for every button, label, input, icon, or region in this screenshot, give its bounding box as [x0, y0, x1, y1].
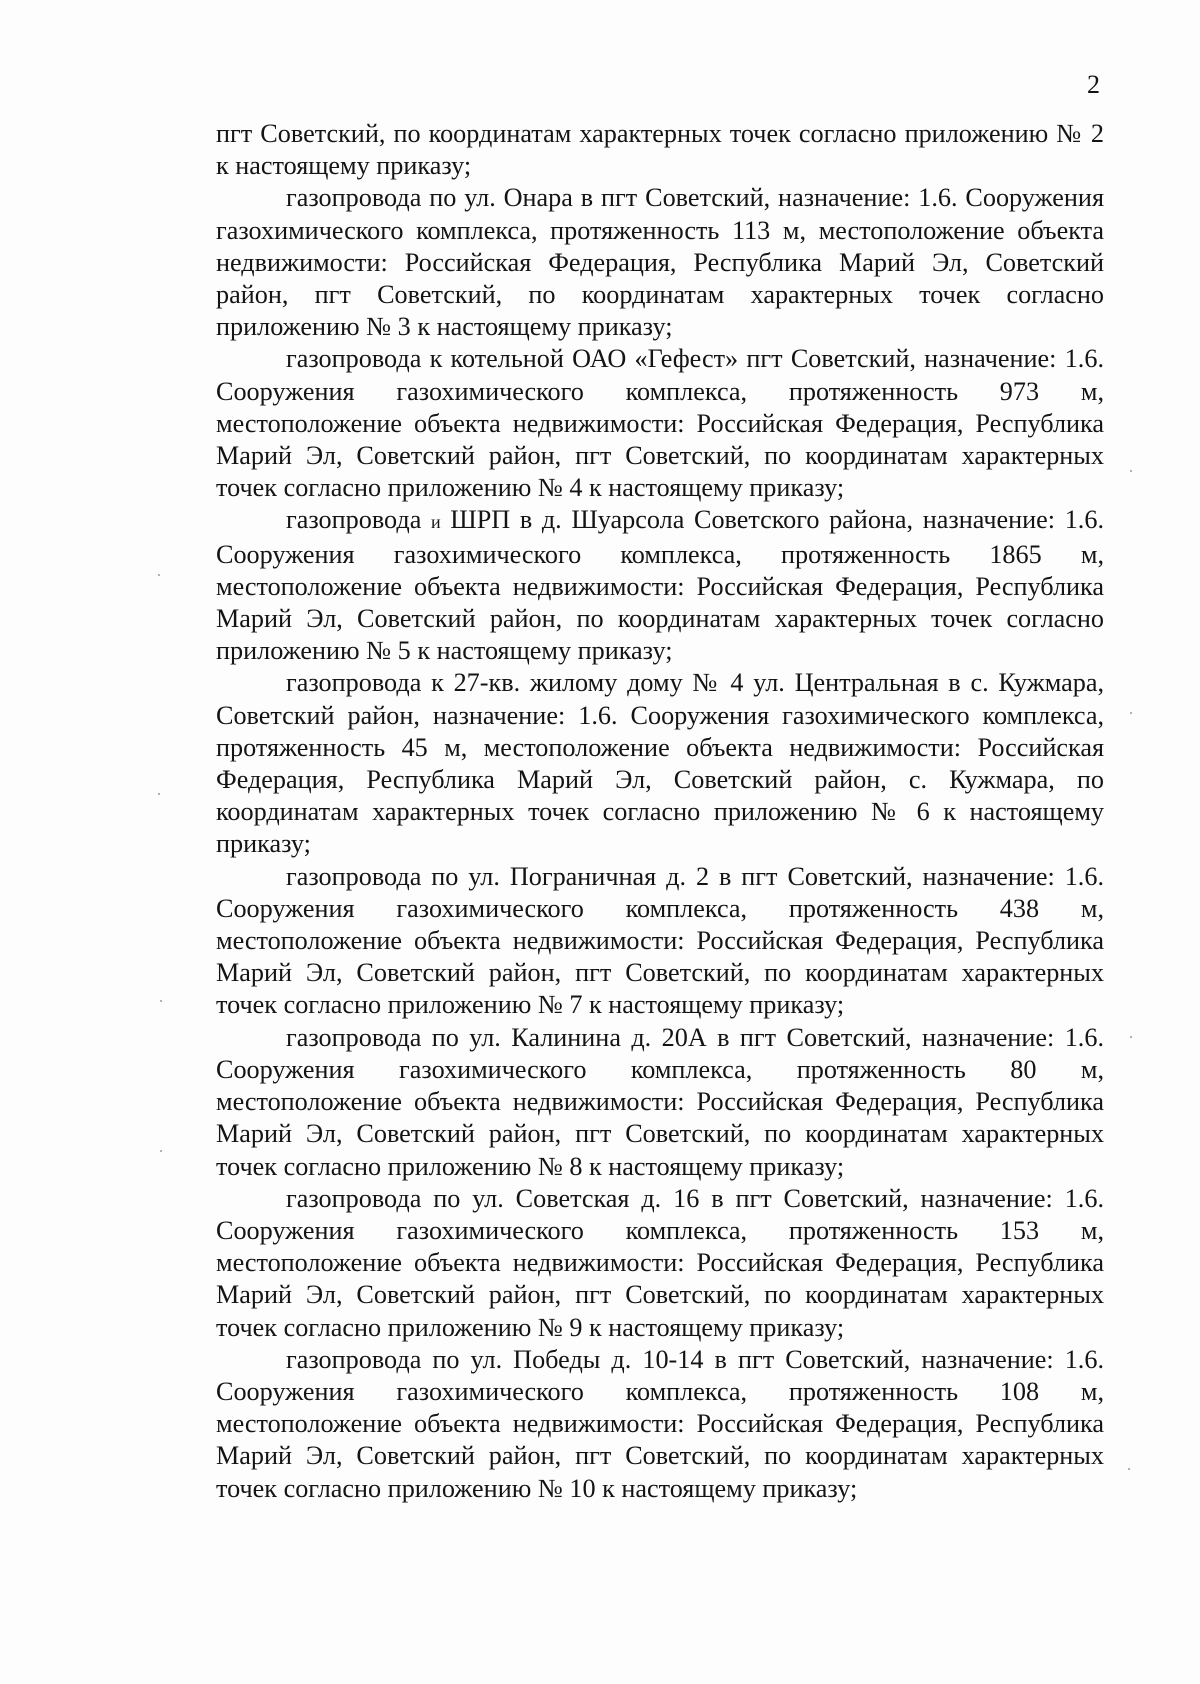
- scan-speck: [158, 574, 160, 576]
- paragraph-continuation: пгт Советский, по координатам характерных точек согласно приложению № 2 к настоящему приказу;: [216, 119, 1104, 181]
- paragraph-text-start: газопровода: [286, 505, 422, 535]
- scan-speck: [160, 1150, 162, 1152]
- scan-speck: [1130, 712, 1132, 714]
- paragraph-text-end: ШРП в д. Шуарсола Советского района, назначение: 1.6. Сооружения газохимического комплекса, протяженность 1865 м, местоположение объекта недвижимости: Российская Федерация, Республика Марий Эл, Советский район, по координатам характерных точек согласно приложению № 5 к настоящему приказу;: [216, 505, 1104, 666]
- paragraph-text-small-conjunction: и: [430, 512, 441, 533]
- scan-speck: [1128, 1468, 1130, 1470]
- document-body: [216, 118, 1104, 1505]
- paragraph-sovetskaya-gas-pipeline: газопровода по ул. Советская д. 16 в пгт Советский, назначение: 1.6. Сооружения газохимического комплекса, протяженность 153 м, местоположение объекта недвижимости: Российская Федерация, Республика Марий Эл, Советский район, пгт Советский, по координатам характерных точек согласно приложению № 9 к настоящему приказу;: [216, 1183, 1104, 1342]
- paragraph-kuzhmara-gas-pipeline: газопровода к 27-кв. жилому дому № 4 ул. Центральная в с. Кужмара, Советский район, назначение: 1.6. Сооружения газохимического комплекса, протяженность 45 м, местоположение объекта недвижимости: Российская Федерация, Республика Марий Эл, Советский район, с. Кужмара, по координатам характерных точек согласно приложению № 6 к настоящему приказу;: [216, 668, 1104, 859]
- scan-speck: [1130, 470, 1132, 472]
- scan-speck: [160, 1000, 162, 1002]
- paragraph-onara-gas-pipeline: газопровода по ул. Онара в пгт Советский, назначение: 1.6. Сооружения газохимического комплекса, протяженность 113 м, местоположение объекта недвижимости: Российская Федерация, Республика Марий Эл, Советский район, пгт Советский, по координатам характерных точек согласно приложению № 3 к настоящему приказу;: [216, 183, 1104, 342]
- page-number: 2: [1087, 70, 1100, 99]
- paragraph-pogranichnaya-gas-pipeline: газопровода по ул. Пограничная д. 2 в пгт Советский, назначение: 1.6. Сооружения газохимического комплекса, протяженность 438 м, местоположение объекта недвижимости: Российская Федерация, Республика Марий Эл, Советский район, пгт Советский, по координатам характерных точек согласно приложению № 7 к настоящему приказу;: [216, 861, 1104, 1020]
- paragraph-pobedy-gas-pipeline: газопровода по ул. Победы д. 10-14 в пгт Советский, назначение: 1.6. Сооружения газохимического комплекса, протяженность 108 м, местоположение объекта недвижимости: Российская Федерация, Республика Марий Эл, Советский район, пгт Советский, по координатам характерных точек согласно приложению № 10 к настоящему приказу;: [216, 1344, 1104, 1503]
- paragraph-gefest-boiler-gas-pipeline: газопровода к котельной ОАО «Гефест» пгт Советский, назначение: 1.6. Сооружения газохимического комплекса, протяженность 973 м, местоположение объекта недвижимости: Российская Федерация, Республика Марий Эл, Советский район, пгт Советский, по координатам характерных точек согласно приложению № 4 к настоящему приказу;: [216, 344, 1104, 503]
- scan-speck: [1130, 1036, 1132, 1038]
- paragraph-kalinina-gas-pipeline: газопровода по ул. Калинина д. 20А в пгт Советский, назначение: 1.6. Сооружения газохимического комплекса, протяженность 80 м, местоположение объекта недвижимости: Российская Федерация, Республика Марий Эл, Советский район, пгт Советский, по координатам характерных точек согласно приложению № 8 к настоящему приказу;: [216, 1022, 1104, 1181]
- scan-speck: [158, 793, 160, 795]
- paragraph-shuarsola-gas-pipeline: [216, 504, 1104, 667]
